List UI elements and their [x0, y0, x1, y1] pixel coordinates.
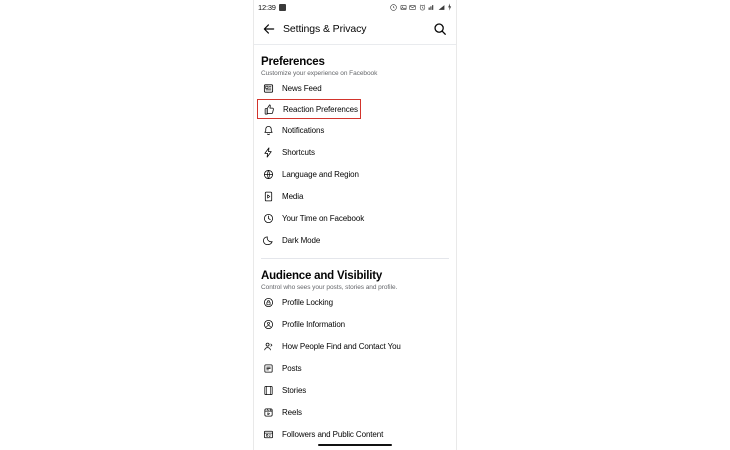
battery-icon — [447, 3, 452, 11]
sidebar-item-label: Profile Locking — [282, 297, 333, 307]
profile-info-icon — [261, 317, 275, 331]
clock-icon — [390, 4, 397, 11]
sidebar-item-label: Media — [282, 191, 304, 201]
sidebar-item-profile-locking[interactable] — [253, 291, 457, 313]
mail-icon — [409, 4, 416, 11]
settings-list[interactable] — [253, 45, 457, 449]
people-find-icon — [261, 339, 275, 353]
posts-icon — [261, 361, 275, 375]
gallery-icon — [400, 4, 407, 11]
signal-icon — [438, 4, 445, 11]
alarm-icon — [419, 4, 426, 11]
sidebar-item-shortcuts[interactable] — [253, 141, 457, 163]
clock-icon — [261, 211, 275, 225]
back-arrow-icon[interactable] — [261, 21, 277, 37]
sidebar-item-followers-and-public-content[interactable] — [253, 423, 457, 445]
page-title: Settings & Privacy — [283, 23, 367, 35]
section-title: Audience and Visibility — [261, 270, 383, 282]
network-icon — [428, 4, 435, 11]
bell-icon — [261, 123, 275, 137]
sidebar-item-notifications[interactable] — [253, 119, 457, 141]
sidebar-item-label: Profile Information — [282, 319, 346, 329]
sidebar-item-your-time-on-facebook[interactable] — [253, 207, 457, 229]
sidebar-item-how-people-find-and-contact-you[interactable] — [253, 335, 457, 357]
section-subtitle: Control who sees your posts, stories and profile. — [261, 284, 398, 291]
reaction-preferences-icon — [262, 102, 276, 116]
section-header-audience-and-visibility — [253, 259, 457, 291]
sidebar-item-label: Reaction Preferences — [283, 104, 358, 114]
sidebar-item-reels[interactable] — [253, 401, 457, 423]
sidebar-item-stories[interactable] — [253, 379, 457, 401]
followers-icon — [261, 427, 275, 441]
app-bar — [253, 14, 457, 45]
shortcuts-icon — [261, 145, 275, 159]
sidebar-item-profile-information[interactable] — [253, 313, 457, 335]
sidebar-item-label: Dark Mode — [282, 235, 321, 245]
sidebar-item-dark-mode[interactable] — [253, 229, 457, 251]
sidebar-item-language-and-region[interactable] — [253, 163, 457, 185]
globe-icon — [261, 167, 275, 181]
section-title: Preferences — [261, 56, 325, 68]
sidebar-item-label: News Feed — [282, 83, 322, 93]
gesture-bar[interactable] — [318, 444, 392, 447]
profile-lock-icon — [261, 295, 275, 309]
sidebar-item-media[interactable] — [253, 185, 457, 207]
status-time: 12:39 — [258, 2, 276, 12]
stories-icon — [261, 383, 275, 397]
news-feed-icon — [261, 81, 275, 95]
sidebar-item-label: Notifications — [282, 125, 325, 135]
media-icon — [261, 189, 275, 203]
sidebar-item-label: How People Find and Contact You — [282, 341, 401, 351]
sidebar-item-label: Stories — [282, 385, 307, 395]
search-icon[interactable] — [431, 20, 449, 38]
sidebar-item-posts[interactable] — [253, 357, 457, 379]
status-bar — [253, 0, 457, 14]
sidebar-item-label: Reels — [282, 407, 302, 417]
sidebar-item-label: Language and Region — [282, 169, 359, 179]
sidebar-item-label: Your Time on Facebook — [282, 213, 365, 223]
app-square-icon — [279, 4, 286, 11]
phone-screen — [253, 0, 457, 450]
sidebar-item-reaction-preferences[interactable] — [257, 99, 361, 119]
status-bar-left — [258, 3, 286, 12]
section-header-preferences — [253, 45, 457, 77]
section-subtitle: Customize your experience on Facebook — [261, 70, 378, 77]
sidebar-item-label: Followers and Public Content — [282, 429, 384, 439]
sidebar-item-label: Shortcuts — [282, 147, 315, 157]
moon-icon — [261, 233, 275, 247]
reels-icon — [261, 405, 275, 419]
sidebar-item-label: Posts — [282, 363, 302, 373]
sidebar-item-news-feed[interactable] — [253, 77, 457, 99]
status-bar-right — [390, 3, 452, 11]
